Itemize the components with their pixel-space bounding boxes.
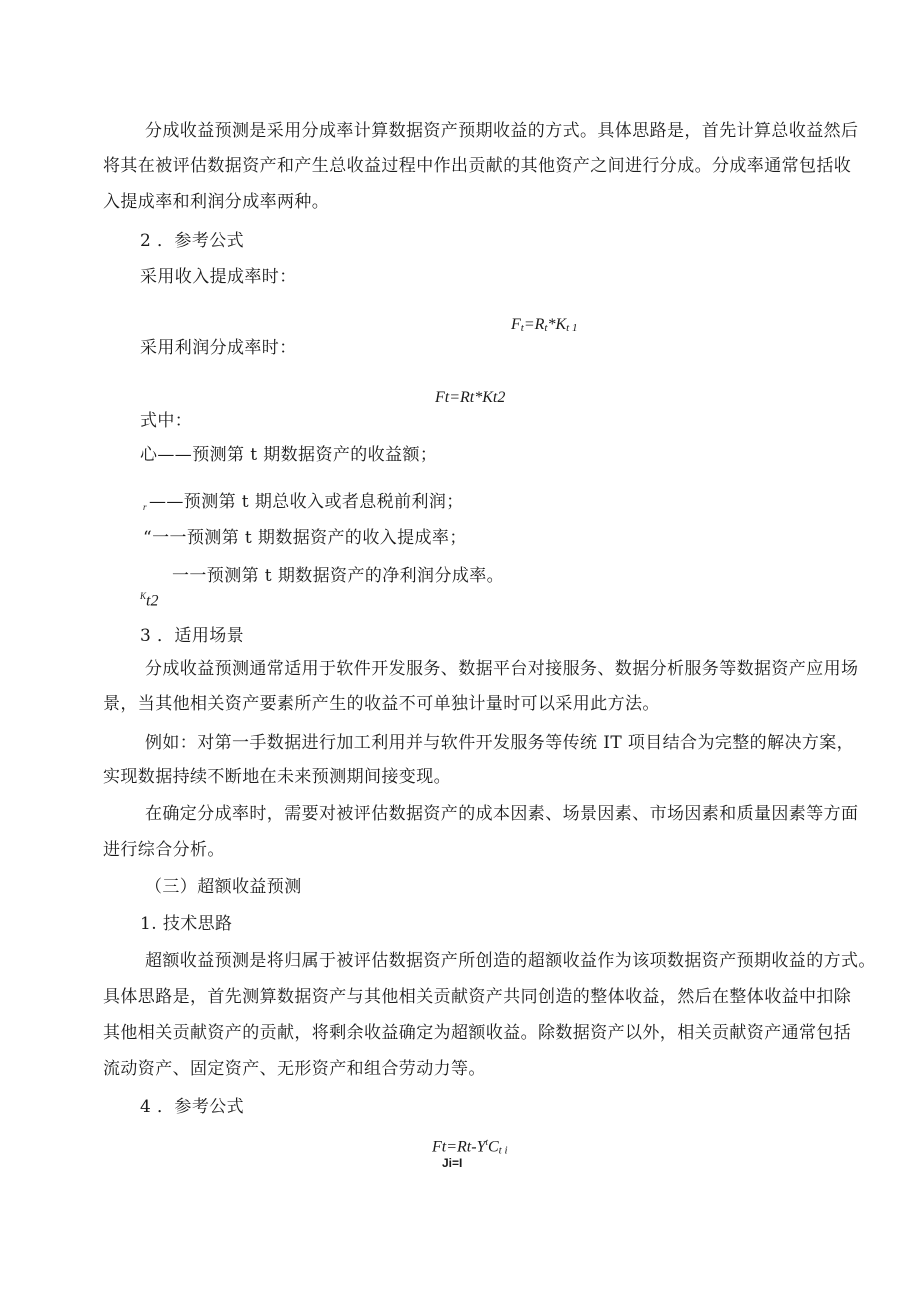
paragraph-line: 分成收益预测通常适用于软件开发服务、数据平台对接服务、数据分析服务等数据资产应用场	[145, 659, 859, 679]
paragraph-line: 将其在被评估数据资产和产生总收益过程中作出贡献的其他资产之间进行分成。分成率通常包括收	[103, 156, 852, 176]
formula-subscript: Ji=I	[442, 1156, 463, 1170]
variable-symbol: r	[143, 502, 147, 512]
paragraph-line: 入提成率和利润分成率两种。	[103, 192, 330, 212]
formula-income-rate: $F_t=R_t*K_{t 1}$	[511, 316, 578, 334]
section-heading: 4 ．参考公式	[140, 1097, 245, 1117]
variable-definition: “一一预测第 t 期数据资产的收入提成率；	[143, 528, 467, 548]
paragraph-line: 景，当其他相关资产要素所产生的收益不可单独计量时可以采用此方法。	[103, 694, 660, 714]
formula-excess-income: $Ft=Rt-Y^tC_{t i}$	[432, 1137, 508, 1157]
paragraph-line: 进行综合分析。	[103, 840, 225, 860]
section-heading: 1. 技术思路	[140, 914, 233, 934]
section-heading: 2 ．参考公式	[140, 231, 245, 251]
paragraph-line: 流动资产、固定资产、无形资产和组合劳动力等。	[103, 1059, 486, 1079]
section-heading: 3 ．适用场景	[140, 626, 245, 646]
paragraph-line: 具体思路是，首先测算数据资产与其他相关贡献资产共同创造的整体收益，然后在整体收益中扣除	[103, 987, 852, 1007]
formula-profit-rate: Ft=Rt*Kt2	[435, 389, 506, 406]
variable-definition: 心——预测第 t 期数据资产的收益额；	[140, 445, 438, 465]
variable-symbol: $^K$t2	[140, 591, 159, 610]
paragraph-line: 实现数据持续不断地在未来预测期间接变现。	[103, 767, 451, 787]
variable-definition: ——预测第 t 期总收入或者息税前利润；	[149, 492, 464, 512]
paragraph-line: 分成收益预测是采用分成率计算数据资产预期收益的方式。具体思路是，首先计算总收益然后	[145, 121, 859, 141]
paragraph-line: 例如：对第一手数据进行加工利用并与软件开发服务等传统 IT 项目结合为完整的解决方案，	[145, 733, 855, 753]
paragraph-line: 在确定分成率时，需要对被评估数据资产的成本因素、场景因素、市场因素和质量因素等方面	[145, 804, 859, 824]
text-line: 采用收入提成率时：	[140, 267, 297, 287]
variable-definition: 一一预测第 t 期数据资产的净利润分成率。	[172, 566, 505, 586]
paragraph-line: 其他相关贡献资产的贡献，将剩余收益确定为超额收益。除数据资产以外，相关贡献资产通常包括	[103, 1023, 852, 1043]
paragraph-line: 超额收益预测是将归属于被评估数据资产所创造的超额收益作为该项数据资产预期收益的方式。	[145, 951, 876, 971]
text-line: 采用利润分成率时：	[140, 338, 297, 358]
text-line: 式中：	[140, 411, 193, 431]
section-heading: （三）超额收益预测	[145, 877, 302, 897]
